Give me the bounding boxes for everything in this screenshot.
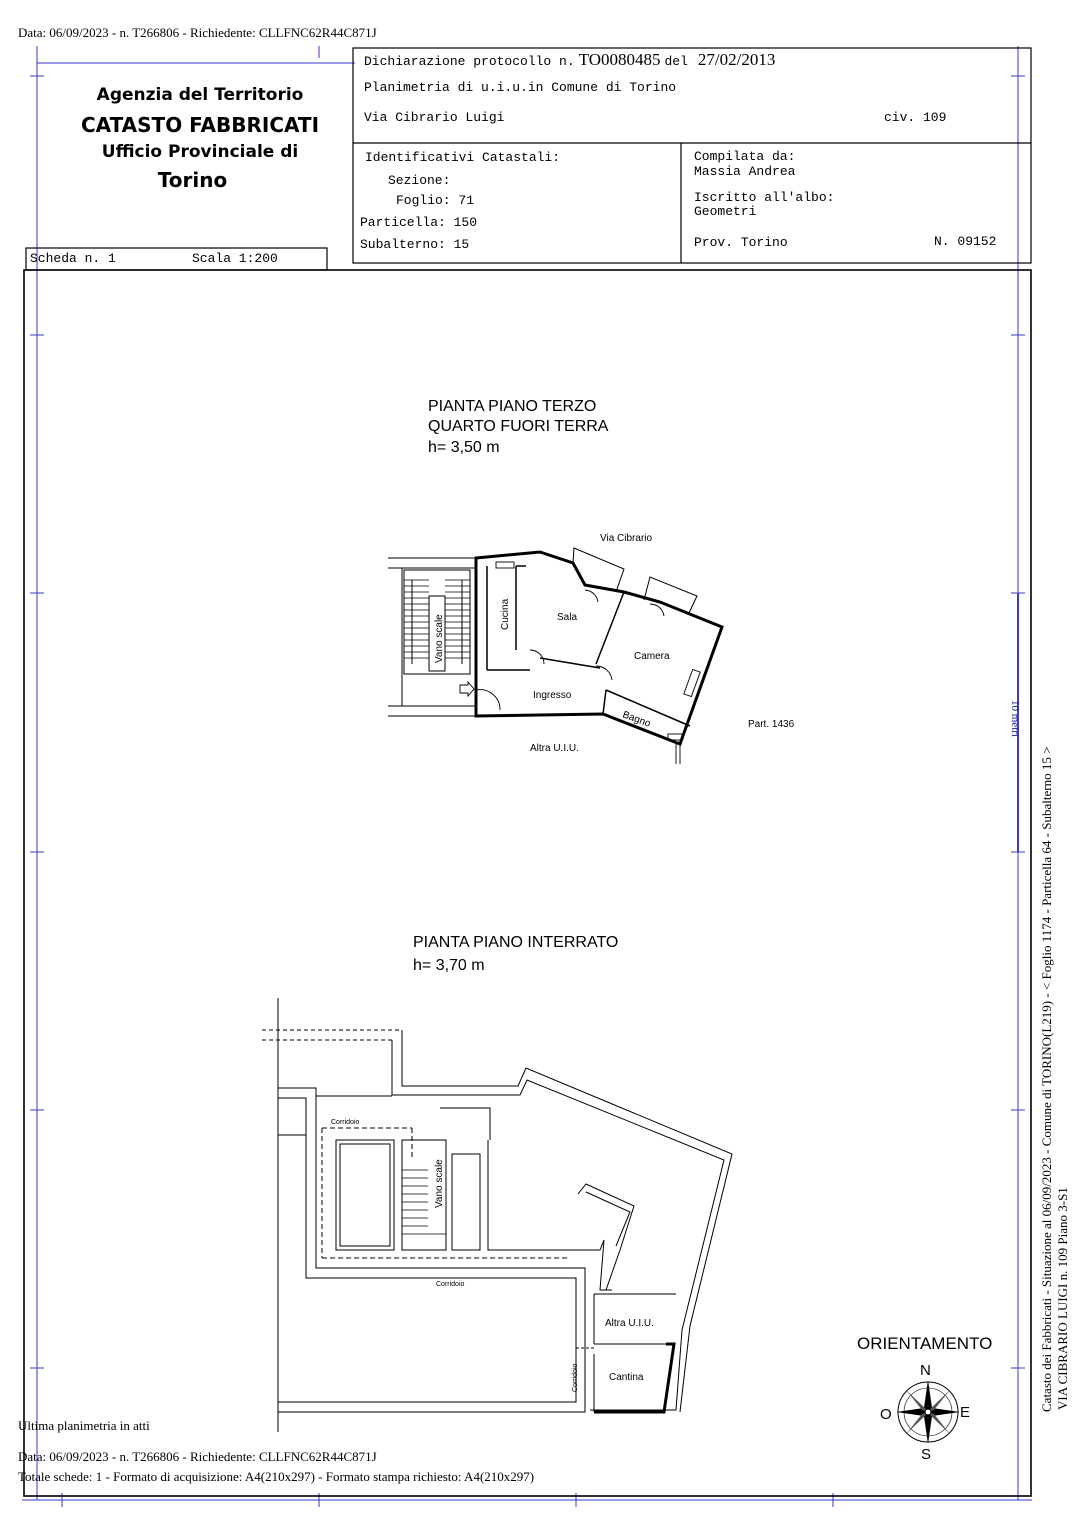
- compass-east: E: [960, 1404, 971, 1421]
- basement-plan-title: PIANTA PIANO INTERRATO: [413, 934, 619, 951]
- compass-south: S: [921, 1446, 932, 1463]
- declaration-date: 27/02/2013: [697, 50, 776, 69]
- foglio-field: Foglio: 71: [396, 193, 475, 208]
- compass-north: N: [920, 1362, 931, 1379]
- agency-name: Agenzia del Territorio: [96, 85, 304, 105]
- stair-label: Vano scale: [434, 614, 445, 663]
- cellar-label: Cantina: [609, 1372, 644, 1383]
- declaration-del: del: [664, 54, 688, 69]
- scale-label: Scala 1:200: [192, 251, 278, 266]
- register-value: Geometri: [694, 204, 757, 219]
- register-label: Iscritto all'albo:: [694, 190, 835, 205]
- basement-other-unit-label: Altra U.I.U.: [605, 1318, 654, 1329]
- subalterno-field: Subalterno: 15: [360, 237, 470, 252]
- adjacent-parcel-label: Part. 1436: [748, 719, 795, 730]
- plan-municipality-line: Planimetria di u.i.u.in Comune di Torino: [364, 80, 677, 95]
- compiled-by-name: Massia Andrea: [694, 164, 796, 179]
- top-plan-height: h= 3,50 m: [428, 439, 500, 456]
- office-city: Torino: [157, 168, 228, 192]
- room-label-bagno: Bagno: [620, 709, 652, 730]
- room-label-sala: Sala: [557, 612, 578, 623]
- corridor-label-1: Corridoio: [331, 1119, 360, 1126]
- corridor-label-3: Corridoio: [572, 1363, 579, 1392]
- particella-field: Particella: 150: [360, 215, 478, 230]
- room-label-cucina: Cucina: [500, 598, 511, 630]
- declaration-label: Dichiarazione protocollo n.: [364, 54, 575, 69]
- compass-west: O: [880, 1406, 892, 1423]
- sheet-number: Scheda n. 1: [30, 251, 116, 266]
- footer-format-line: Totale schede: 1 - Formato di acquisizione: A4(210x297) - Formato stampa richiesto: A4(210x297): [18, 1469, 535, 1484]
- declaration-number: TO0080485: [578, 50, 661, 69]
- civic-number: civ. 109: [884, 110, 947, 125]
- scale-bar-label: 10 metri: [1009, 700, 1021, 737]
- sezione-field: Sezione:: [388, 173, 451, 188]
- register-number: N. 09152: [934, 234, 997, 249]
- room-label-ingresso: Ingresso: [533, 690, 572, 701]
- top-plan-title-1: PIANTA PIANO TERZO: [428, 398, 597, 415]
- cadastral-identifiers-title: Identificativi Catastali:: [365, 150, 561, 165]
- last-plan-note: Ultima planimetria in atti: [18, 1418, 150, 1433]
- catasto-title: CATASTO FABBRICATI: [80, 113, 320, 137]
- top-plan-title-2: QUARTO FUORI TERRA: [428, 418, 609, 435]
- footer-request-line: Data: 06/09/2023 - n. T266806 - Richiedente: CLLFNC62R44C871J: [18, 1449, 377, 1464]
- basement-plan-height: h= 3,70 m: [413, 957, 485, 974]
- province-field: Prov. Torino: [694, 235, 788, 250]
- other-unit-label: Altra U.I.U.: [530, 743, 579, 754]
- compiled-by-label: Compilata da:: [694, 149, 796, 164]
- corridor-label-2: Corridoio: [436, 1281, 465, 1288]
- side-address-line: VIA CIBRARIO LUIGI n. 109 Piano 3-S1: [1055, 1187, 1070, 1410]
- orientation-title: ORIENTAMENTO: [857, 1334, 993, 1353]
- top-request-line: Data: 06/09/2023 - n. T266806 - Richiedente: CLLFNC62R44C871J: [18, 25, 377, 40]
- basement-stair-label: Vano scale: [434, 1159, 445, 1208]
- side-status-line: Catasto dei Fabbricati - Situazione al 06/09/2023 - Comune di TORINO(L219) - < Foglio 1174 - Particella 64 - Subalterno 15 >: [1039, 746, 1054, 1412]
- office-label: Ufficio Provinciale di: [101, 142, 299, 162]
- room-label-camera: Camera: [634, 651, 670, 662]
- street-name: Via Cibrario Luigi: [364, 110, 505, 125]
- street-label: Via Cibrario: [600, 533, 653, 544]
